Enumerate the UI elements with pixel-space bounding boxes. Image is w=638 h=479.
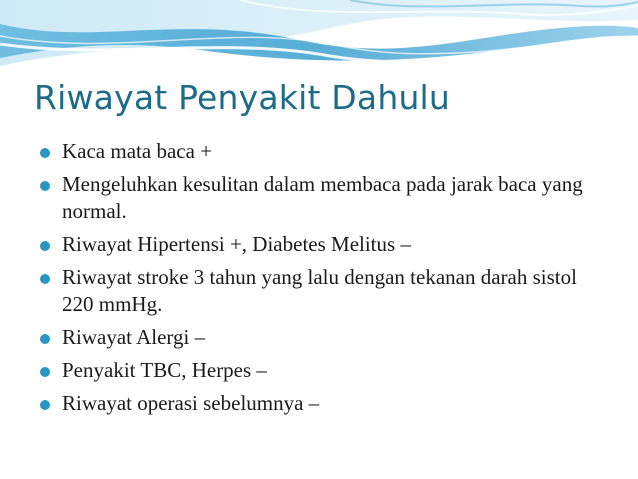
bullet-text: Riwayat Hipertensi +, Diabetes Melitus – <box>62 232 411 256</box>
bullet-dot-icon <box>40 241 50 251</box>
bullet-dot-icon <box>40 181 50 191</box>
bullet-text: Riwayat Alergi – <box>62 325 206 349</box>
bullet-item <box>40 264 600 318</box>
bullet-item <box>40 324 600 351</box>
bullet-dot-icon <box>40 274 50 284</box>
bullet-text: Kaca mata baca + <box>62 139 212 163</box>
bullet-item <box>40 231 600 258</box>
bullet-dot-icon <box>40 367 50 377</box>
bullet-text: Penyakit TBC, Herpes – <box>62 358 267 382</box>
bullet-text: Riwayat operasi sebelumnya – <box>62 391 320 415</box>
bullet-item <box>40 171 600 225</box>
bullet-text: Riwayat stroke 3 tahun yang lalu dengan tekanan darah sistol 220 mmHg. <box>62 265 577 316</box>
slide-title: Riwayat Penyakit Dahulu <box>34 78 451 117</box>
bullet-list <box>40 138 600 423</box>
bullet-text: Mengeluhkan kesulitan dalam membaca pada jarak baca yang normal. <box>62 172 583 223</box>
bullet-dot-icon <box>40 148 50 158</box>
bullet-dot-icon <box>40 400 50 410</box>
bullet-item <box>40 138 600 165</box>
bullet-item <box>40 390 600 417</box>
header-wave-decoration <box>0 0 638 80</box>
bullet-dot-icon <box>40 334 50 344</box>
bullet-item <box>40 357 600 384</box>
